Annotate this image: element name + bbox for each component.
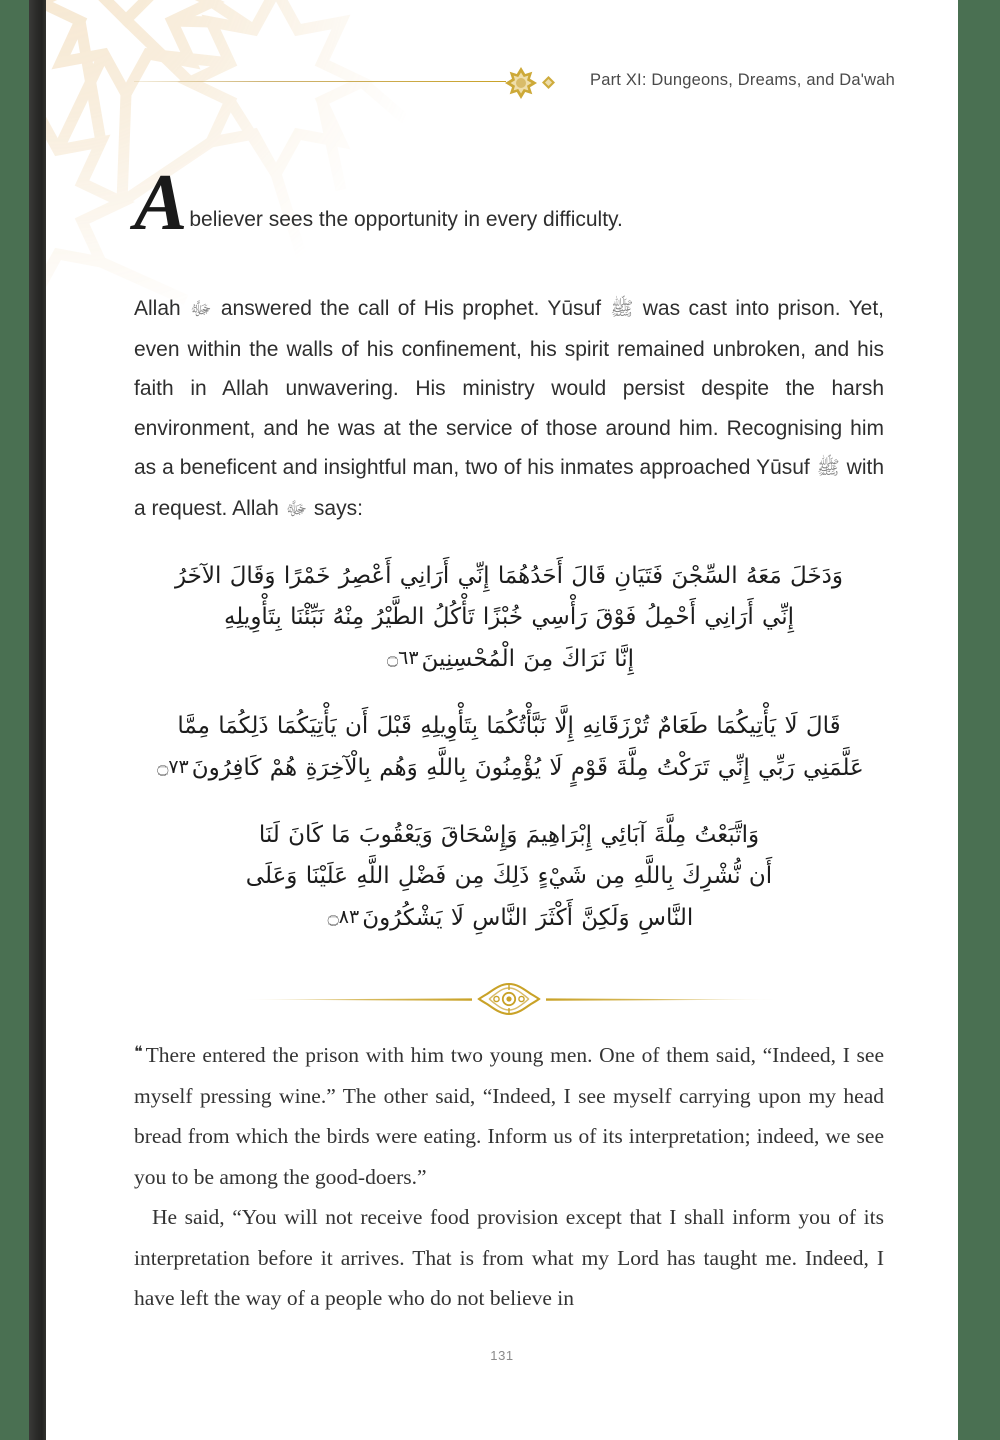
honorific-prophet-icon: ﷺ — [610, 298, 634, 320]
translation-paragraph — [134, 1032, 884, 1197]
quran-arabic-block — [120, 556, 898, 939]
ayah-38 — [120, 815, 898, 939]
intro-text-3: was cast into prison. Yet, even within the walls of his confinement, his spirit remained unbroken, and his faith in Allah unwavering. His ministry would persist despite the harsh environment, and he was at the service of those around him. Recognising him as a beneficent and insightful man, two of his inmates approached Yūsuf — [134, 297, 884, 479]
intro-text-4: with a request. Allah — [134, 456, 884, 520]
ayah-line: إِنِّي أَرَانِي أَحْمِلُ فَوْقَ رَأْسِي خُبْزًا تَأْكُلُ الطَّيْرُ مِنْهُ نَبِّئْنَا بِتَأْوِيلِهِ — [223, 604, 795, 630]
ayah-number-marker: ۝٨٣ — [327, 906, 360, 928]
eight-point-star-icon — [504, 66, 538, 100]
ornamental-divider-icon — [234, 978, 784, 1020]
running-header — [46, 58, 958, 106]
quote-open-icon: ❝ — [134, 1042, 142, 1061]
ayah-line: أَن نُّشْرِكَ بِاللَّهِ مِن شَيْءٍ ذَلِكَ مِن فَضْلِ اللَّهِ عَلَيْنَا وَعَلَى — [245, 863, 773, 889]
diamond-ornament-icon — [542, 76, 555, 89]
ayah-line: وَاتَّبَعْتُ مِلَّةَ آبَائِي إِبْرَاهِيمَ وَإِسْحَاقَ وَيَعْقُوبَ مَا كَانَ لَنَا — [258, 822, 760, 848]
ayah-number-marker: ۝٧٣ — [157, 756, 189, 778]
ayah-line — [120, 747, 898, 789]
ayah-text: عَلَّمَنِي رَبِّي إِنِّي تَرَكْتُ مِلَّةَ قَوْمٍ لَا يُؤْمِنُونَ بِاللَّهِ وَهُم بِالْآخِرَةِ هُمْ كَافِرُونَ — [191, 755, 864, 781]
translation-paragraph: He said, “You will not receive food provision except that I shall inform you of its interpretation before it arrives. That is from what my Lord has taught me. Indeed, I have left the way of a people who do not believe in — [134, 1205, 884, 1310]
intro-paragraph — [134, 289, 884, 529]
book-backdrop-left — [0, 0, 30, 1440]
drop-cap: A — [134, 159, 188, 247]
ayah-37 — [120, 706, 898, 789]
ayah-text: النَّاسِ وَلَكِنَّ أَكْثَرَ النَّاسِ لَا يَشْكُرُونَ — [362, 905, 694, 931]
honorific-prophet-icon: ﷺ — [816, 457, 840, 479]
geometric-star-watermark — [46, 0, 406, 320]
page-number: 131 — [490, 1348, 514, 1363]
ayah-line — [120, 897, 898, 939]
honorific-allah-icon: ﷻ — [190, 298, 212, 320]
ayah-36 — [120, 556, 898, 680]
opening-sentence: believer sees the opportunity in every difficulty. — [189, 208, 623, 231]
ayah-line: قَالَ لَا يَأْتِيكُمَا طَعَامٌ تُرْزَقَانِهِ إِلَّا نَبَّأْتُكُمَا بِتَأْوِيلِهِ قَبْلَ أَن يَأْتِيَكُمَا ذَلِكُمَا مِمَّا — [177, 713, 841, 739]
translation-block — [134, 1032, 884, 1319]
book-spine — [29, 0, 46, 1440]
intro-text-5: says: — [308, 496, 363, 520]
ayah-number-marker: ۝٦٣ — [387, 647, 419, 669]
translation-text: There entered the prison with him two young men. One of them said, “Indeed, I see myself pressing wine.” The other said, “Indeed, I see myself carrying upon my head bread from which the birds were eating. Inform us of its interpretation; indeed, we see you to be among the good-doers.” — [134, 1043, 884, 1189]
header-rule — [134, 81, 506, 82]
honorific-allah-icon: ﷻ — [285, 497, 308, 520]
header-title: Part XI: Dungeons, Dreams, and Da'wah — [590, 71, 895, 89]
intro-text-1: Allah — [134, 297, 190, 320]
ayah-text: إِنَّا نَرَاكَ مِنَ الْمُحْسِنِينَ — [421, 646, 634, 672]
ayah-line — [120, 638, 898, 680]
opening-line — [134, 159, 884, 247]
ayah-line: وَدَخَلَ مَعَهُ السِّجْنَ فَتَيَانِ قَالَ أَحَدُهُمَا إِنِّي أَرَانِي أَعْصِرُ خَمْرًا وَقَالَ الآخَرُ — [174, 563, 844, 589]
intro-text-2: answered the call of His prophet. Yūsuf — [212, 297, 610, 320]
page-sheet — [46, 0, 958, 1440]
